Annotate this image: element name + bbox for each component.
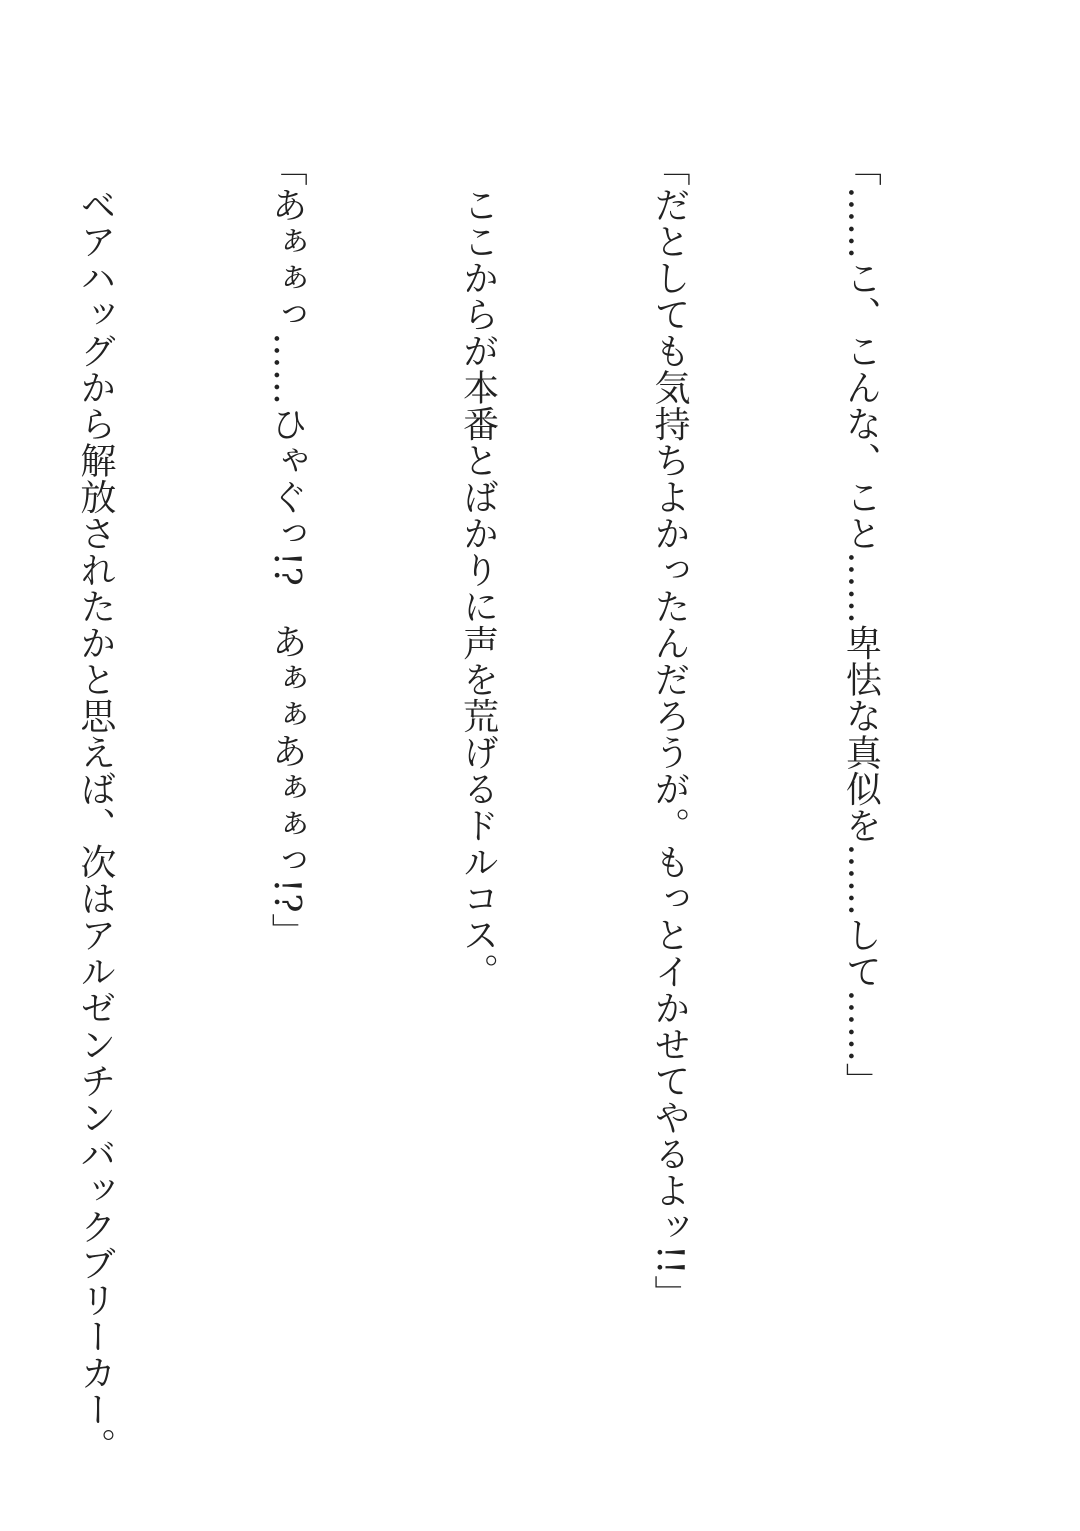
- dialogue-line-1: 「……こ、こんな、こと……卑怯な真似を……して……」: [840, 150, 882, 1099]
- narration-line-2: ベアハッグから解放されたかと思えば、次はアルゼンチンバックブリーカー。: [74, 150, 116, 1464]
- dialogue-line-2: 「だとしても気持ちよかったんだろうが。もっとイかせてやるよッ!!」: [649, 150, 691, 1312]
- dialogue-line-3: 「あぁぁっ……ひゃぐっ!? あぁぁあぁぁっ!?」: [266, 150, 308, 950]
- narration-line-1: ここからが本番とばかりに声を荒げるドルコス。: [457, 150, 499, 990]
- vertical-text-body: [0, 150, 1020, 1480]
